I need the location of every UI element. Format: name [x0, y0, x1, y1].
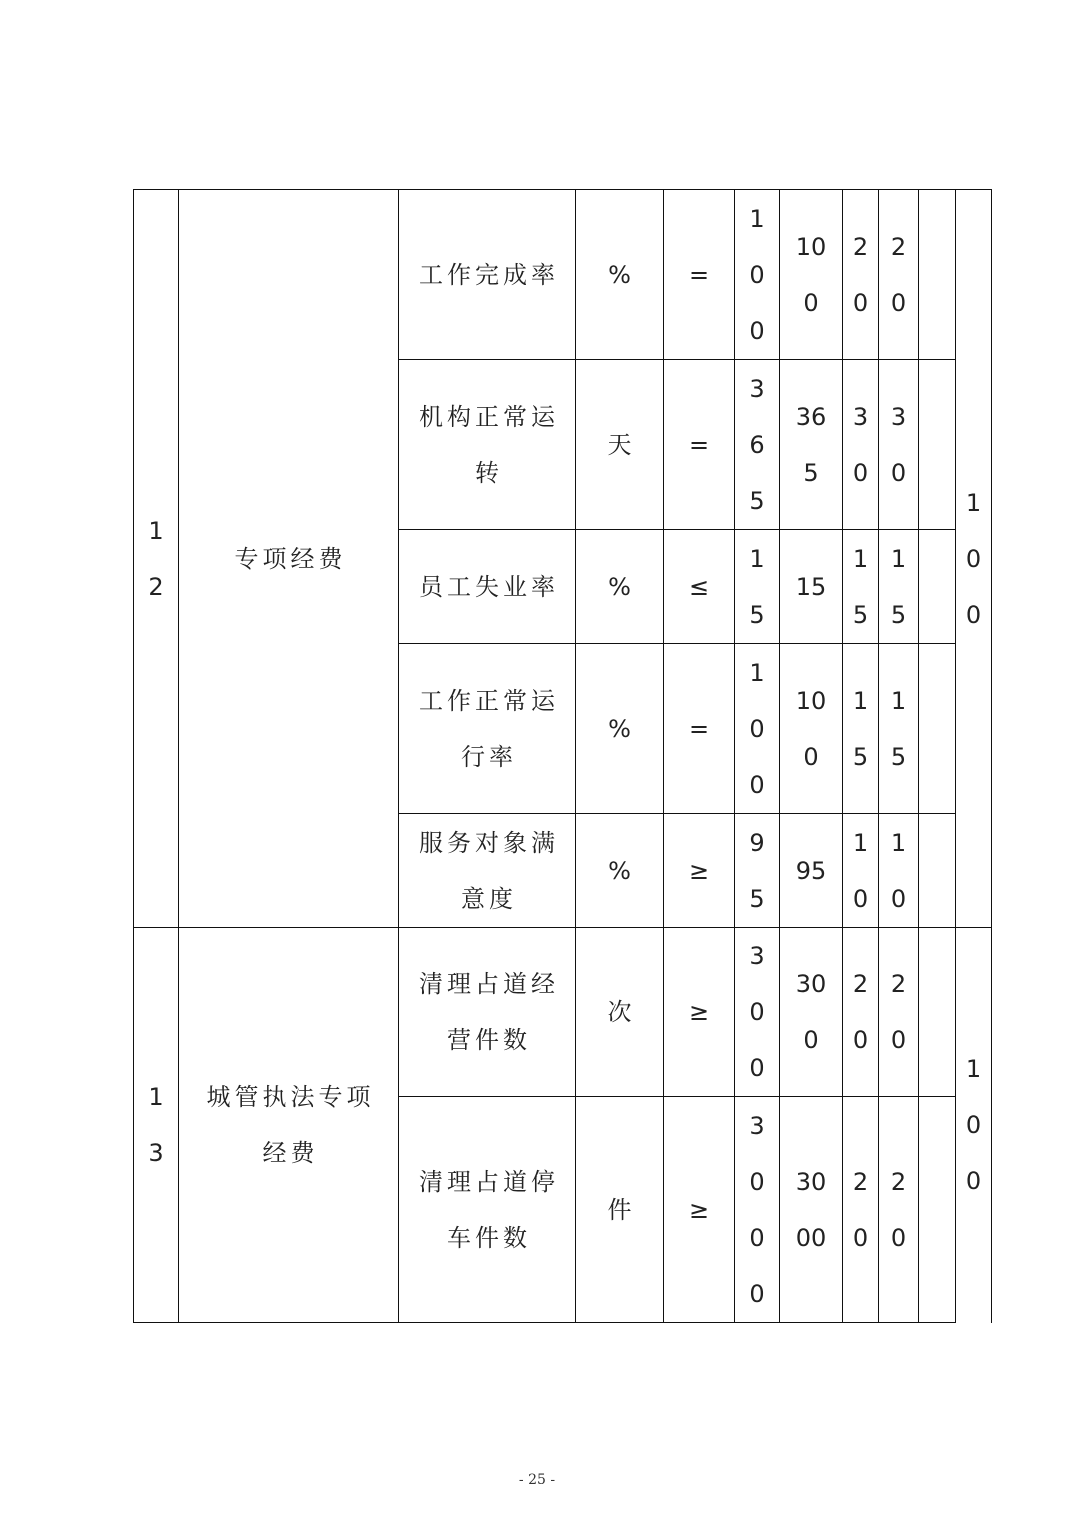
- project-name: 专项经费: [234, 544, 347, 573]
- score-b: 15: [890, 544, 907, 629]
- value-a: 100: [749, 204, 765, 345]
- value-b: 95: [795, 856, 827, 885]
- value-a: 95: [749, 828, 765, 913]
- unit-cell: 次: [576, 928, 664, 1097]
- blank-cell: [919, 814, 956, 928]
- score-a: 15: [852, 544, 869, 629]
- value-b-cell: [780, 644, 843, 814]
- value-b: 3000: [795, 1167, 827, 1252]
- total-cell: [956, 928, 992, 1323]
- score-a-cell: [843, 928, 879, 1097]
- value-b: 100: [795, 232, 827, 317]
- score-a-cell: [843, 530, 879, 644]
- table-row: [134, 928, 992, 1097]
- blank-cell: [919, 530, 956, 644]
- seq-number: 13: [148, 1083, 164, 1167]
- value-b-cell: [780, 190, 843, 360]
- seq-number: 12: [148, 516, 164, 601]
- relation-cell: ≥: [664, 1097, 735, 1323]
- value-b: 100: [795, 686, 827, 771]
- score-b: 30: [890, 402, 907, 487]
- blank-cell: [919, 644, 956, 814]
- value-a: 300: [749, 942, 765, 1082]
- score-b: 20: [890, 232, 907, 317]
- value-b-cell: [780, 814, 843, 928]
- indicator-name: 服务对象满意度: [419, 828, 559, 913]
- score-a-cell: [843, 360, 879, 530]
- score-a-cell: [843, 644, 879, 814]
- table-row: [134, 190, 992, 360]
- value-b-cell: [780, 928, 843, 1097]
- indicator-cell: [399, 644, 576, 814]
- value-b: 15: [795, 572, 827, 601]
- seq-cell: [134, 190, 179, 928]
- value-b-cell: [780, 1097, 843, 1323]
- indicator-cell: [399, 530, 576, 644]
- total-score: 100: [965, 1055, 982, 1196]
- page-number: - 25 -: [518, 1472, 556, 1488]
- indicator-name: 工作正常运行率: [419, 686, 559, 771]
- indicator-cell: [399, 1097, 576, 1323]
- indicator-cell: [399, 190, 576, 360]
- indicator-cell: [399, 928, 576, 1097]
- project-cell: [179, 190, 399, 928]
- unit-cell: %: [576, 190, 664, 360]
- relation-cell: =: [664, 360, 735, 530]
- unit-cell: %: [576, 530, 664, 644]
- indicator-name: 清理占道经营件数: [419, 970, 559, 1054]
- score-b-cell: [879, 190, 919, 360]
- relation-cell: =: [664, 644, 735, 814]
- value-a: 15: [749, 544, 765, 629]
- project-name: 城管执法专项经费: [206, 1083, 375, 1167]
- score-a-cell: [843, 814, 879, 928]
- total-cell: [956, 190, 992, 928]
- value-a: 100: [749, 658, 765, 799]
- score-b-cell: [879, 928, 919, 1097]
- score-b: 20: [890, 970, 907, 1054]
- score-b: 20: [890, 1167, 907, 1252]
- relation-cell: ≤: [664, 530, 735, 644]
- unit-cell: 件: [576, 1097, 664, 1323]
- value-a-cell: [735, 1097, 780, 1323]
- score-a: 10: [852, 828, 869, 913]
- indicator-cell: [399, 360, 576, 530]
- project-cell: [179, 928, 399, 1323]
- score-b: 15: [890, 686, 907, 771]
- score-a: 15: [852, 686, 869, 771]
- blank-cell: [919, 928, 956, 1097]
- seq-cell: [134, 928, 179, 1323]
- score-b: 10: [890, 828, 907, 913]
- relation-cell: ≥: [664, 928, 735, 1097]
- value-b: 300: [795, 970, 827, 1054]
- value-a-cell: [735, 530, 780, 644]
- score-a-cell: [843, 190, 879, 360]
- indicator-cell: [399, 814, 576, 928]
- total-score: 100: [965, 488, 982, 629]
- indicator-name: 清理占道停车件数: [419, 1167, 559, 1252]
- value-a-cell: [735, 360, 780, 530]
- indicator-name: 工作完成率: [419, 260, 559, 289]
- indicator-name: 员工失业率: [419, 572, 559, 601]
- value-a: 365: [749, 374, 765, 515]
- value-a-cell: [735, 190, 780, 360]
- value-a: 3000: [749, 1111, 765, 1308]
- value-a-cell: [735, 928, 780, 1097]
- value-a-cell: [735, 644, 780, 814]
- blank-cell: [919, 1097, 956, 1323]
- score-a: 20: [852, 1167, 869, 1252]
- score-a-cell: [843, 1097, 879, 1323]
- unit-cell: %: [576, 814, 664, 928]
- value-a-cell: [735, 814, 780, 928]
- performance-table: [133, 189, 992, 1323]
- score-b-cell: [879, 814, 919, 928]
- score-b-cell: [879, 1097, 919, 1323]
- blank-cell: [919, 360, 956, 530]
- blank-cell: [919, 190, 956, 360]
- relation-cell: ≥: [664, 814, 735, 928]
- score-b-cell: [879, 644, 919, 814]
- unit-cell: %: [576, 644, 664, 814]
- score-a: 30: [852, 402, 869, 487]
- indicator-name: 机构正常运转: [419, 402, 559, 487]
- score-b-cell: [879, 360, 919, 530]
- relation-cell: =: [664, 190, 735, 360]
- score-b-cell: [879, 530, 919, 644]
- score-a: 20: [852, 970, 869, 1054]
- score-a: 20: [852, 232, 869, 317]
- value-b-cell: [780, 360, 843, 530]
- value-b-cell: [780, 530, 843, 644]
- value-b: 365: [795, 402, 827, 487]
- unit-cell: 天: [576, 360, 664, 530]
